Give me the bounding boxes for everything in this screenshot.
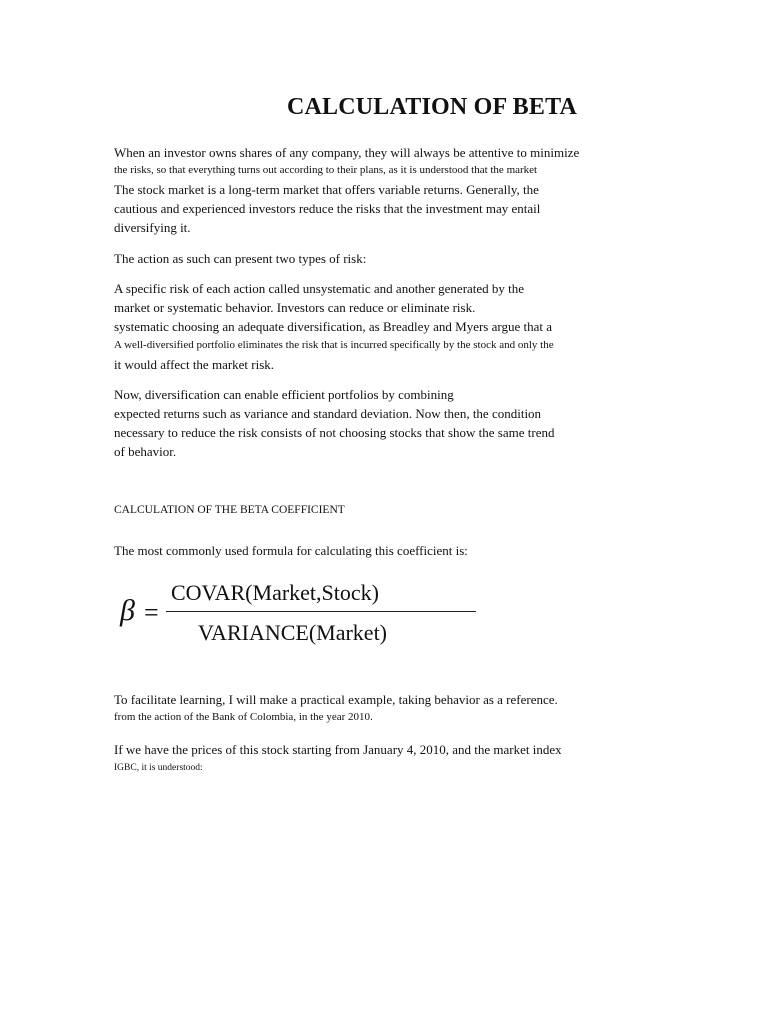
paragraph-line: The stock market is a long-term market that offers variable returns. Generally, the [114,182,539,197]
paragraph-line: A specific risk of each action called unsystematic and another generated by the [114,281,525,296]
paragraph-line: A well-diversified portfolio eliminates the risk that is incurred specifically by the stock and only the [114,339,554,351]
paragraph-line: necessary to reduce the risk consists of not choosing stocks that show the same trend [114,425,555,440]
paragraph-line: expected returns such as variance and standard deviation. Now then, the condition [114,406,542,421]
formula-numerator: COVAR(Market,Stock) [171,580,379,605]
section-heading: CALCULATION OF THE BETA COEFFICIENT [114,504,345,516]
beta-symbol: β [120,594,135,627]
equals-sign: = [144,598,159,627]
beta-formula [114,576,478,650]
fraction-bar [166,611,476,612]
paragraph-line: the risks, so that everything turns out according to their plans, as it is understood that the market [114,164,538,176]
formula-intro: The most commonly used formula for calculating this coefficient is: [114,543,468,558]
paragraph-line: of behavior. [114,444,177,459]
paragraph-line: it would affect the market risk. [114,357,275,372]
paragraph-line: IGBC, it is understood: [114,763,203,773]
paragraph-line: When an investor owns shares of any company, they will always be attentive to minimize [114,145,580,160]
formula-denominator: VARIANCE(Market) [198,620,388,645]
paragraph-line: If we have the prices of this stock starting from January 4, 2010, and the market index [114,742,562,757]
paragraph-line: from the action of the Bank of Colombia, in the year 2010. [114,711,373,723]
paragraph-line: Now, diversification can enable efficient portfolios by combining [114,387,454,402]
paragraph-line: systematic choosing an adequate diversification, as Breadley and Myers argue that a [114,319,553,334]
page-title: CALCULATION OF BETA [286,94,578,120]
paragraph-line: diversifying it. [114,220,191,235]
paragraph-line: market or systematic behavior. Investors can reduce or eliminate risk. [114,300,476,315]
paragraph-line: The action as such can present two types of risk: [114,251,367,266]
paragraph-line: To facilitate learning, I will make a practical example, taking behavior as a reference. [114,692,558,707]
paragraph-line: cautious and experienced investors reduce the risks that the investment may entail [114,201,541,216]
